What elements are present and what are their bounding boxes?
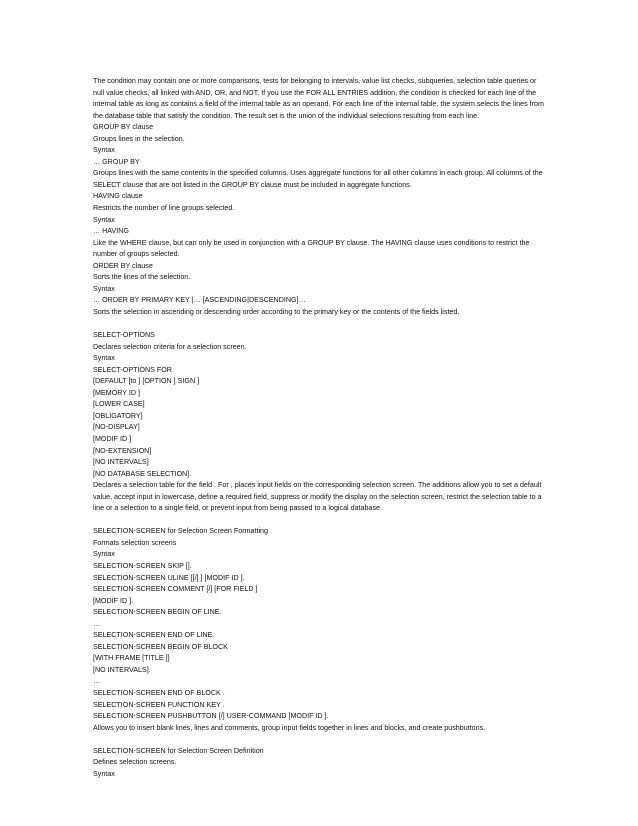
text-paragraph: Like the WHERE clause, but can only be used in conjunction with a GROUP BY clause. The HAVING clause uses conditions to restrict the number of groups selected.	[93, 238, 530, 259]
text-line: SELECT-OPTIONS	[93, 331, 155, 340]
blank-line	[93, 734, 547, 746]
text-line: SELECTION-SCREEN ULINE [[/] ] [MODIF ID ].	[93, 573, 245, 582]
text-line: Defines selection screens.	[93, 758, 177, 767]
text-paragraph: Groups lines with the same contents in the specified columns. Uses aggregate functions for all other columns in each group. All columns of the SELECT clause that are not listed in the GROUP BY clause must be included in aggregate functions.	[93, 169, 543, 189]
text-line: [NO DATABASE SELECTION].	[93, 469, 192, 478]
text-line: Syntax	[93, 354, 115, 363]
text-line: [MEMORY ID ]	[93, 388, 140, 397]
text-paragraph: The condition may contain one or more comparisons, tests for belonging to intervals, value list checks, subqueries, selection table queries or null value checks, all linked with AND, OR, and NOT. If you use the FOR ALL ENTRIES addition, the condition is checked for each line of the internal table as long as contains a field of the internal table as an operand. For each line of the internal table, the system selects the lines from the database table that satisfy the condition. The result set is the union of the individual selections resulting from each line.	[93, 77, 544, 120]
text-line: GROUP BY clause	[93, 123, 154, 132]
text-line: Syntax	[93, 146, 115, 155]
text-paragraph: Declares a selection table for the field . For , places input fields on the corresponding selection screen. The additions allow you to set a default value, accept input in lowercase, define a required field, suppress or modify the display on the selection screen, restrict the selection table to a line or a selection to a single field, or prevent input from being passed to a logical database.	[93, 481, 542, 513]
text-line: Allows you to insert blank lines, lines and comments, group input fields together in lines and blocks, and create pushbuttons.	[93, 723, 486, 732]
text-line: [NO INTERVALS]	[93, 458, 149, 467]
text-line: SELECTION-SCREEN for Selection Screen Definition	[93, 746, 264, 755]
text-line: Syntax	[93, 215, 115, 224]
text-line: [NO-DISPLAY]	[93, 423, 140, 432]
text-line: SELECTION-SCREEN COMMENT [/] [FOR FIELD ]	[93, 585, 258, 594]
text-line: Groups lines in the selection.	[93, 134, 185, 143]
text-line: … HAVING	[93, 227, 129, 236]
text-line: [MODIF ID ]	[93, 434, 132, 443]
blank-line	[93, 515, 547, 527]
text-line: Restricts the number of line groups selected.	[93, 204, 235, 213]
text-line: …	[93, 619, 101, 628]
text-line: [LOWER CASE]	[93, 400, 145, 409]
text-line: SELECTION-SCREEN FUNCTION KEY .	[93, 700, 225, 709]
text-line: SELECTION-SCREEN BEGIN OF BLOCK	[93, 642, 228, 651]
text-line: SELECTION-SCREEN BEGIN OF LINE.	[93, 608, 222, 617]
text-line: SELECTION-SCREEN SKIP [].	[93, 561, 192, 570]
text-line: [OBLIGATORY]	[93, 411, 143, 420]
document-body	[93, 76, 547, 780]
text-line: [NO INTERVALS].	[93, 665, 151, 674]
text-line: SELECTION-SCREEN END OF BLOCK .	[93, 688, 225, 697]
text-line: SELECTION-SCREEN PUSHBUTTON [/] USER-COMMAND [MODIF ID ].	[93, 712, 329, 721]
text-line: …	[93, 677, 101, 686]
text-line: SELECTION-SCREEN for Selection Screen Formatting	[93, 527, 269, 536]
text-line: SELECT-OPTIONS FOR	[93, 365, 172, 374]
text-line: Declares selection criteria for a selection screen.	[93, 342, 247, 351]
text-line: Sorts the selection in ascending or descending order according to the primary key or the contents of the fields listed.	[93, 307, 460, 316]
text-line: HAVING clause	[93, 192, 143, 201]
text-line: Syntax	[93, 284, 115, 293]
text-line: [MODIF ID ].	[93, 596, 134, 605]
text-line: … GROUP BY	[93, 157, 140, 166]
text-line: Syntax	[93, 550, 115, 559]
blank-line	[93, 318, 547, 330]
text-line: [WITH FRAME [TITLE ]]	[93, 654, 170, 663]
text-line: SELECTION-SCREEN END OF LINE.	[93, 631, 215, 640]
text-line: Syntax	[93, 769, 115, 778]
text-line: [NO-EXTENSION]	[93, 446, 152, 455]
text-line: Formats selection screens	[93, 538, 177, 547]
text-line: Sorts the lines of the selection.	[93, 273, 191, 282]
text-line: … ORDER BY PRIMARY KEY |… [ASCENDING|DESCENDING]…	[93, 296, 306, 305]
text-line: [DEFAULT [to ] [OPTION ] SIGN ]	[93, 377, 200, 386]
text-line: ORDER BY clause	[93, 261, 153, 270]
